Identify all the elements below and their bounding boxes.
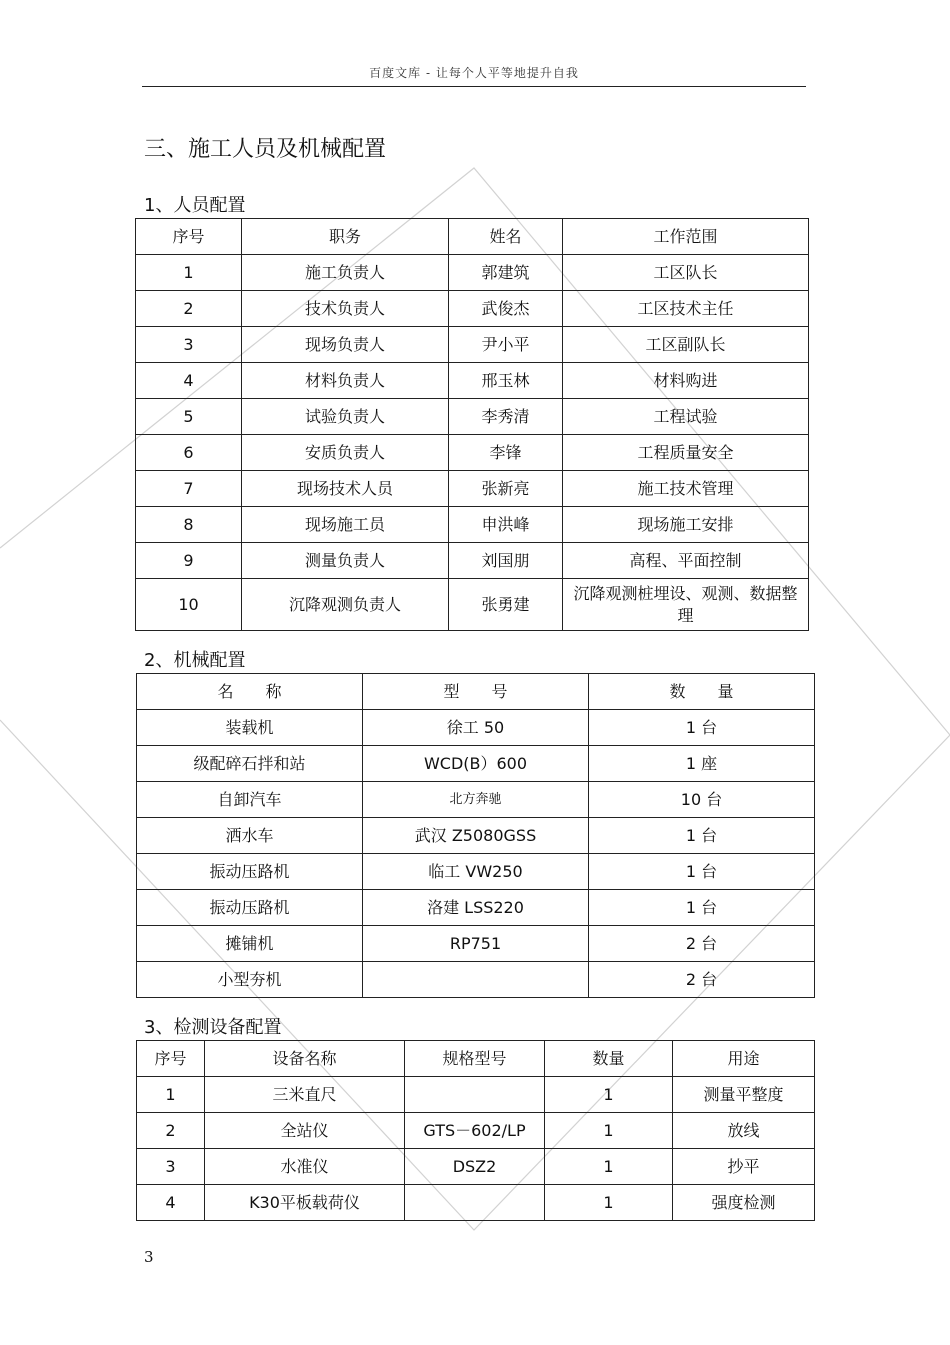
column-header: 数量 [545,1041,673,1077]
table-cell: 材料负责人 [242,363,449,399]
table-cell: 装载机 [137,710,363,746]
table-cell: 临工 VW250 [363,854,589,890]
table-cell: 武俊杰 [449,291,563,327]
table-cell: 4 [136,363,242,399]
table-cell: 10 [136,579,242,631]
table-cell: 自卸汽车 [137,782,363,818]
table-cell: 高程、平面控制 [563,543,809,579]
personnel-table [135,218,809,631]
table-cell: 6 [136,435,242,471]
table-row [137,710,815,746]
table-row [136,471,809,507]
table-cell: 2 [136,291,242,327]
table-cell: 1 [137,1077,205,1113]
table-cell: 材料购进 [563,363,809,399]
table-cell: 测量平整度 [673,1077,815,1113]
table-cell: 1 台 [589,854,815,890]
table-cell: 1 座 [589,746,815,782]
column-header: 规格型号 [405,1041,545,1077]
table-cell: 7 [136,471,242,507]
table-row [137,782,815,818]
table-row [137,1149,815,1185]
table-row [137,818,815,854]
table-cell: 试验负责人 [242,399,449,435]
table-cell: 1 [136,255,242,291]
table-cell: 8 [136,507,242,543]
machinery-section-title: 2、机械配置 [144,650,246,671]
table-row [136,507,809,543]
table-row [136,255,809,291]
equipment-table [136,1040,815,1221]
table-cell: 现场技术人员 [242,471,449,507]
table-cell: 技术负责人 [242,291,449,327]
table-cell: 现场负责人 [242,327,449,363]
page-number: 3 [144,1248,154,1266]
table-cell: 施工负责人 [242,255,449,291]
table-cell: 振动压路机 [137,854,363,890]
table-cell: 李锋 [449,435,563,471]
page-header: 百度文库 - 让每个人平等地提升自我 [142,64,806,87]
table-cell: 张勇建 [449,579,563,631]
table-cell: 1 台 [589,710,815,746]
column-header: 设备名称 [205,1041,405,1077]
table-cell: 1 [545,1149,673,1185]
table-cell: 三米直尺 [205,1077,405,1113]
table-header-row [137,674,815,710]
table-row [136,579,809,631]
table-row [137,1185,815,1221]
table-row [136,291,809,327]
table-cell: 1 [545,1077,673,1113]
table-cell: 放线 [673,1113,815,1149]
table-row [137,962,815,998]
table-cell: 强度检测 [673,1185,815,1221]
table-cell: 刘国朋 [449,543,563,579]
table-row [137,854,815,890]
column-header: 用途 [673,1041,815,1077]
table-cell: 申洪峰 [449,507,563,543]
table-cell: 沉降观测负责人 [242,579,449,631]
table-cell: 1 台 [589,890,815,926]
column-header: 序号 [137,1041,205,1077]
table-cell: 现场施工员 [242,507,449,543]
table-cell: 3 [137,1149,205,1185]
table-cell: 施工技术管理 [563,471,809,507]
table-cell: 工程试验 [563,399,809,435]
table-cell: 工区队长 [563,255,809,291]
table-cell: 邢玉林 [449,363,563,399]
table-row [136,435,809,471]
table-cell: 全站仪 [205,1113,405,1149]
table-cell: GTS－602/LP [405,1113,545,1149]
table-cell: 振动压路机 [137,890,363,926]
table-cell: 1 台 [589,818,815,854]
table-cell: 工程质量安全 [563,435,809,471]
table-cell: 安质负责人 [242,435,449,471]
table-cell [405,1077,545,1113]
table-cell: 4 [137,1185,205,1221]
table-cell: DSZ2 [405,1149,545,1185]
table-cell: 2 台 [589,962,815,998]
table-cell: 洒水车 [137,818,363,854]
table-row [137,1077,815,1113]
table-cell: 洛建 LSS220 [363,890,589,926]
table-cell: 2 [137,1113,205,1149]
table-cell: 1 [545,1185,673,1221]
column-header: 名 称 [137,674,363,710]
column-header: 姓名 [449,219,563,255]
table-cell: 5 [136,399,242,435]
table-cell [405,1185,545,1221]
column-header: 工作范围 [563,219,809,255]
table-cell: 郭建筑 [449,255,563,291]
table-cell: 水准仪 [205,1149,405,1185]
column-header: 数 量 [589,674,815,710]
table-cell: 张新亮 [449,471,563,507]
section-title: 三、施工人员及机械配置 [144,137,387,162]
column-header: 序号 [136,219,242,255]
table-cell: 1 [545,1113,673,1149]
table-cell: 沉降观测桩埋设、观测、数据整理 [563,579,809,631]
table-cell: 2 台 [589,926,815,962]
table-cell: 北方奔驰 [363,782,589,818]
table-cell: 现场施工安排 [563,507,809,543]
table-cell: 抄平 [673,1149,815,1185]
table-cell: 武汉 Z5080GSS [363,818,589,854]
column-header: 型 号 [363,674,589,710]
machinery-table [136,673,815,998]
table-row [136,399,809,435]
table-cell: 工区技术主任 [563,291,809,327]
table-cell [363,962,589,998]
table-cell: 小型夯机 [137,962,363,998]
column-header: 职务 [242,219,449,255]
table-cell: 10 台 [589,782,815,818]
table-cell: WCD(B）600 [363,746,589,782]
table-cell: 测量负责人 [242,543,449,579]
table-row [137,890,815,926]
table-cell: 摊铺机 [137,926,363,962]
table-row [137,1113,815,1149]
table-row [136,363,809,399]
table-row [137,926,815,962]
table-header-row [136,219,809,255]
table-row [136,327,809,363]
table-cell: 9 [136,543,242,579]
table-cell: 李秀清 [449,399,563,435]
table-cell: 尹小平 [449,327,563,363]
table-cell: 3 [136,327,242,363]
table-header-row [137,1041,815,1077]
table-cell: 徐工 50 [363,710,589,746]
table-cell: 级配碎石拌和站 [137,746,363,782]
table-row [136,543,809,579]
table-row [137,746,815,782]
equipment-section-title: 3、检测设备配置 [144,1017,282,1038]
table-cell: 工区副队长 [563,327,809,363]
table-cell: K30平板载荷仪 [205,1185,405,1221]
table-cell: RP751 [363,926,589,962]
personnel-section-title: 1、人员配置 [144,195,246,216]
